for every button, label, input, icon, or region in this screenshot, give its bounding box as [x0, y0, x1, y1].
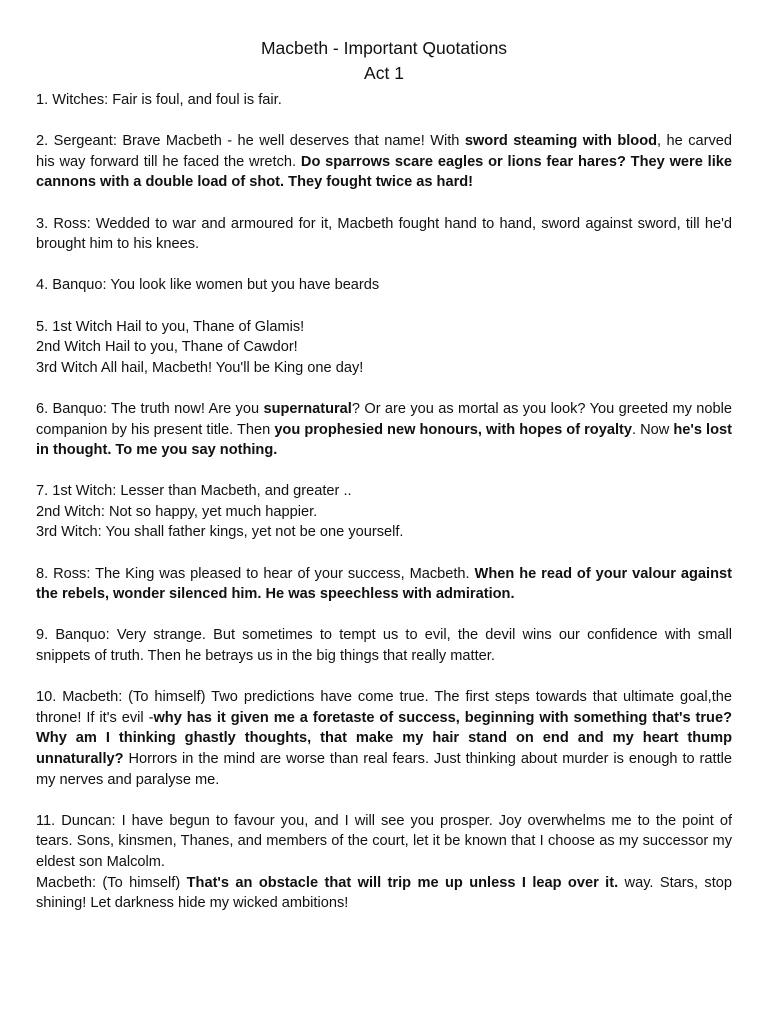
quotation-entry	[36, 317, 732, 379]
quotation-line	[36, 502, 732, 523]
quotation-line	[36, 337, 732, 358]
quote-text: 11. Duncan: I have begun to favour you, and I will see you prosper. Joy overwhelms me to the point of tears. Sons, kinsmen, Thanes, and members of the court, let it be known that I choose as my successor my eldest son Malcolm.	[36, 812, 732, 870]
quotation-line	[36, 214, 732, 255]
quotation-line	[36, 522, 732, 543]
bold-quote-text: Do sparrows scare eagles or lions fear hares? They were like cannons with a double load of shot. They fought twice as hard!	[36, 153, 732, 191]
quotation-entry	[36, 481, 732, 543]
quotation-entry	[36, 811, 732, 914]
quotation-line	[36, 275, 732, 296]
quote-text: . Now	[631, 421, 674, 438]
quote-text: 7. 1st Witch: Lesser than Macbeth, and greater ..	[36, 483, 352, 500]
quotation-line	[36, 481, 732, 502]
quote-text: 1. Witches: Fair is foul, and foul is fair.	[36, 92, 282, 108]
quote-text: Horrors in the mind are worse than real fears. Just thinking about murder is enough to rattle my nerves and paralyse me.	[36, 751, 732, 788]
quotation-line	[36, 399, 732, 461]
quotation-line	[36, 358, 732, 379]
quote-text: Macbeth: (To himself)	[36, 874, 187, 891]
bold-quote-text: supernatural	[263, 400, 352, 417]
quotation-line	[36, 687, 732, 790]
quote-text: 3rd Witch All hail, Macbeth! You'll be King one day!	[36, 359, 364, 376]
bold-quote-text: he's lost in thought. To me you say nothing.	[36, 421, 732, 459]
quotation-line	[36, 625, 732, 666]
bold-quote-text: When he read of your valour against the rebels, wonder silenced him. He was speechless with admiration.	[36, 565, 732, 603]
quotation-entry	[36, 625, 732, 666]
quote-text: 2nd Witch Hail to you, Thane of Cawdor!	[36, 339, 298, 356]
quote-text: 2nd Witch: Not so happy, yet much happier.	[36, 503, 318, 520]
quote-text: 6. Banquo: The truth now! Are you	[36, 400, 264, 417]
quotation-entry	[36, 90, 732, 111]
quotation-line	[36, 564, 732, 605]
quotation-line	[36, 873, 732, 914]
bold-quote-text: That's an obstacle that will trip me up unless I leap over it.	[186, 874, 619, 891]
quotation-entry	[36, 399, 732, 461]
bold-quote-text: you prophesied new honours, with hopes of royalty	[274, 421, 632, 438]
document-subtitle: Act 1	[364, 63, 404, 83]
quote-text: 3. Ross: Wedded to war and armoured for it, Macbeth fought hand to hand, sword against sword, till he'd brought him to his knees.	[36, 215, 732, 253]
document-page	[36, 36, 732, 996]
quotation-line	[36, 317, 732, 338]
bold-quote-text: sword steaming with blood	[464, 133, 658, 150]
quotation-entry	[36, 275, 732, 296]
quotation-line	[36, 90, 732, 111]
quote-text: 2. Sergeant: Brave Macbeth - he well deserves that name! With	[36, 133, 465, 150]
quote-text: 9. Banquo: Very strange. But sometimes to tempt us to evil, the devil wins our confidence with small snippets of truth. Then he betrays us in the big things that really matter.	[36, 627, 732, 665]
quotation-entry	[36, 131, 732, 193]
quote-text: way. Stars, stop shining! Let darkness hide my wicked ambitions!	[36, 874, 732, 912]
quote-text: ? Or are you as mortal as you look? You greeted my noble companion by his present title. Then	[36, 400, 732, 438]
quotation-line	[36, 811, 732, 873]
quote-text: , he carved his way forward till he faced the wretch.	[36, 133, 732, 170]
bold-quote-text: why has it given me a foretaste of success, beginning with something that's true? Why am I thinking ghastly thoughts, that make my hair stand on end and my heart thump unnaturally?	[36, 709, 732, 767]
quote-text: 10. Macbeth: (To himself) Two predictions have come true. The first steps towards that ultimate goal,the throne! If it's evil -	[36, 689, 732, 726]
quotation-list	[36, 90, 732, 914]
document-title: Macbeth - Important Quotations	[260, 38, 508, 58]
quote-text: 5. 1st Witch Hail to you, Thane of Glamis!	[36, 318, 305, 335]
quote-text: 8. Ross: The King was pleased to hear of your success, Macbeth.	[36, 565, 475, 582]
quote-text: 3rd Witch: You shall father kings, yet not be one yourself.	[36, 524, 404, 541]
document-title-block	[36, 36, 732, 86]
quotation-entry	[36, 214, 732, 255]
quote-text: 4. Banquo: You look like women but you have beards	[36, 277, 380, 294]
quotation-entry	[36, 687, 732, 790]
quotation-line	[36, 131, 732, 193]
quotation-entry	[36, 564, 732, 605]
